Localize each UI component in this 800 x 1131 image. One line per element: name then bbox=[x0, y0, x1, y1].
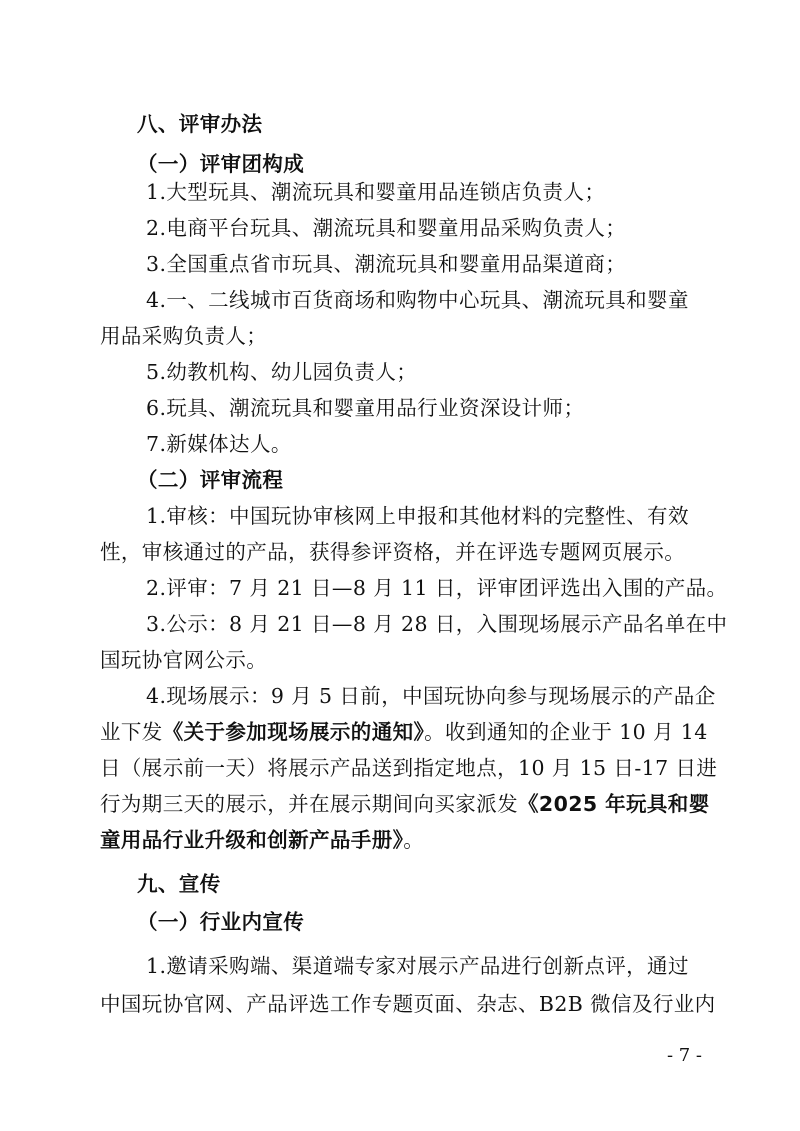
panel-item-2: 2.电商平台玩具、潮流玩具和婴童用品采购负责人； bbox=[146, 216, 627, 240]
promo-line-1: 1.邀请采购端、渠道端专家对展示产品进行创新点评，通过 bbox=[146, 954, 689, 978]
section-8-heading: 八、评审办法 bbox=[137, 112, 263, 136]
page-number: - 7 - bbox=[666, 1045, 702, 1066]
process-onsite-line-5 bbox=[100, 826, 424, 854]
handbook-title-emphasis-part2: 童用品行业升级和创新产品手册》 bbox=[100, 828, 404, 852]
section-9-heading: 九、宣传 bbox=[137, 872, 221, 896]
notice-title-emphasis: 《关于参加现场展示的通知》 bbox=[162, 720, 425, 744]
subsection-industry-promo-heading: （一）行业内宣传 bbox=[137, 910, 305, 934]
panel-item-7: 7.新媒体达人。 bbox=[146, 432, 292, 456]
process-review-line: 2.评审：7 月 21 日—8 月 11 日，评审团评选出入围的产品。 bbox=[146, 576, 728, 600]
subsection-review-process-heading: （二）评审流程 bbox=[137, 468, 284, 492]
panel-item-6: 6.玩具、潮流玩具和婴童用品行业资深设计师； bbox=[146, 396, 585, 420]
process-onsite-line-4 bbox=[100, 790, 710, 818]
onsite-text-end: 。 bbox=[403, 828, 425, 852]
panel-item-1: 1.大型玩具、潮流玩具和婴童用品连锁店负责人； bbox=[146, 180, 606, 204]
panel-item-3: 3.全国重点省市玩具、潮流玩具和婴童用品渠道商； bbox=[146, 252, 627, 276]
promo-line-2: 中国玩协官网、产品评选工作专题页面、杂志、B2B 微信及行业内 bbox=[100, 992, 716, 1016]
onsite-text-d: 行为期三天的展示，并在展示期间向买家派发 bbox=[100, 792, 518, 816]
panel-item-5: 5.幼教机构、幼儿园负责人； bbox=[146, 360, 418, 384]
handbook-title-emphasis-part1: 《2025 年玩具和婴 bbox=[518, 792, 710, 816]
onsite-text-a: 业下发 bbox=[100, 720, 163, 744]
panel-item-4-cont: 用品采购负责人； bbox=[100, 324, 268, 348]
process-onsite-line-3: 日（展示前一天）将展示产品送到指定地点，10 月 15 日-17 日进 bbox=[100, 756, 718, 780]
process-publicity-line-1: 3.公示：8 月 21 日—8 月 28 日，入围现场展示产品名单在中 bbox=[146, 612, 728, 636]
onsite-text-c: 。收到通知的企业于 10 月 14 bbox=[424, 720, 708, 744]
subsection-review-panel-heading: （一）评审团构成 bbox=[137, 152, 305, 176]
process-onsite-line-1: 4.现场展示：9 月 5 日前，中国玩协向参与现场展示的产品企 bbox=[146, 684, 716, 708]
process-audit-line-1: 1.审核：中国玩协审核网上申报和其他材料的完整性、有效 bbox=[146, 504, 689, 528]
panel-item-4: 4.一、二线城市百货商场和购物中心玩具、潮流玩具和婴童 bbox=[146, 288, 689, 312]
process-onsite-line-2 bbox=[100, 718, 708, 746]
process-publicity-line-2: 国玩协官网公示。 bbox=[100, 648, 268, 672]
process-audit-line-2: 性，审核通过的产品，获得参评资格，并在评选专题网页展示。 bbox=[100, 540, 686, 564]
